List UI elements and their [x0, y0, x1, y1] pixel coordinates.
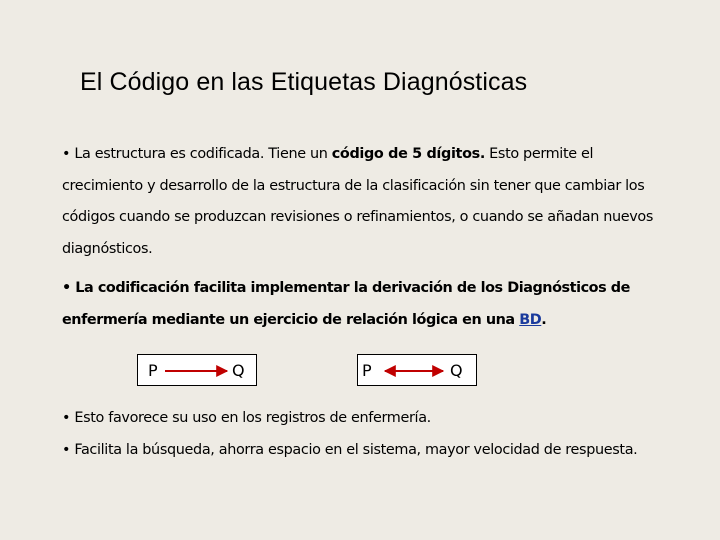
paragraph-code-structure [62, 139, 662, 265]
relation-two-way-right: Q [450, 361, 463, 380]
relation-box-one-way [137, 354, 257, 386]
paragraph-codification-end: . [541, 311, 547, 328]
paragraph-code-structure-rest: Esto permite el crecimiento y desarrollo de la estructura de la clasificación sin tener que cambiar los códigos cuando se produzcan revisiones o refinamientos, o cuando se añadan nuevos diagnósticos. [62, 146, 654, 257]
relation-two-way-left: P [362, 361, 372, 380]
paragraph-usage: • Esto favorece su uso en los registros de enfermería. [62, 410, 431, 426]
bd-link[interactable]: BD [519, 311, 542, 328]
paragraph-benefits: • Facilita la búsqueda, ahorra espacio en el sistema, mayor velocidad de respuesta. [62, 442, 638, 458]
paragraph-code-structure-bold: código de 5 dígitos. [331, 146, 485, 162]
paragraph-code-structure-start: • La estructura es codificada. Tiene un [62, 146, 332, 162]
paragraph-codification-text: • La codificación facilita implementar la derivación de los Diagnósticos de enfermería mediante un ejercicio de relación lógica en una [62, 280, 630, 328]
relation-box-two-way [357, 354, 477, 386]
relation-one-way-left: P [148, 361, 158, 380]
paragraph-codification [62, 273, 662, 336]
slide-title: El Código en las Etiquetas Diagnósticas [80, 68, 528, 96]
relation-one-way-right: Q [232, 361, 245, 380]
